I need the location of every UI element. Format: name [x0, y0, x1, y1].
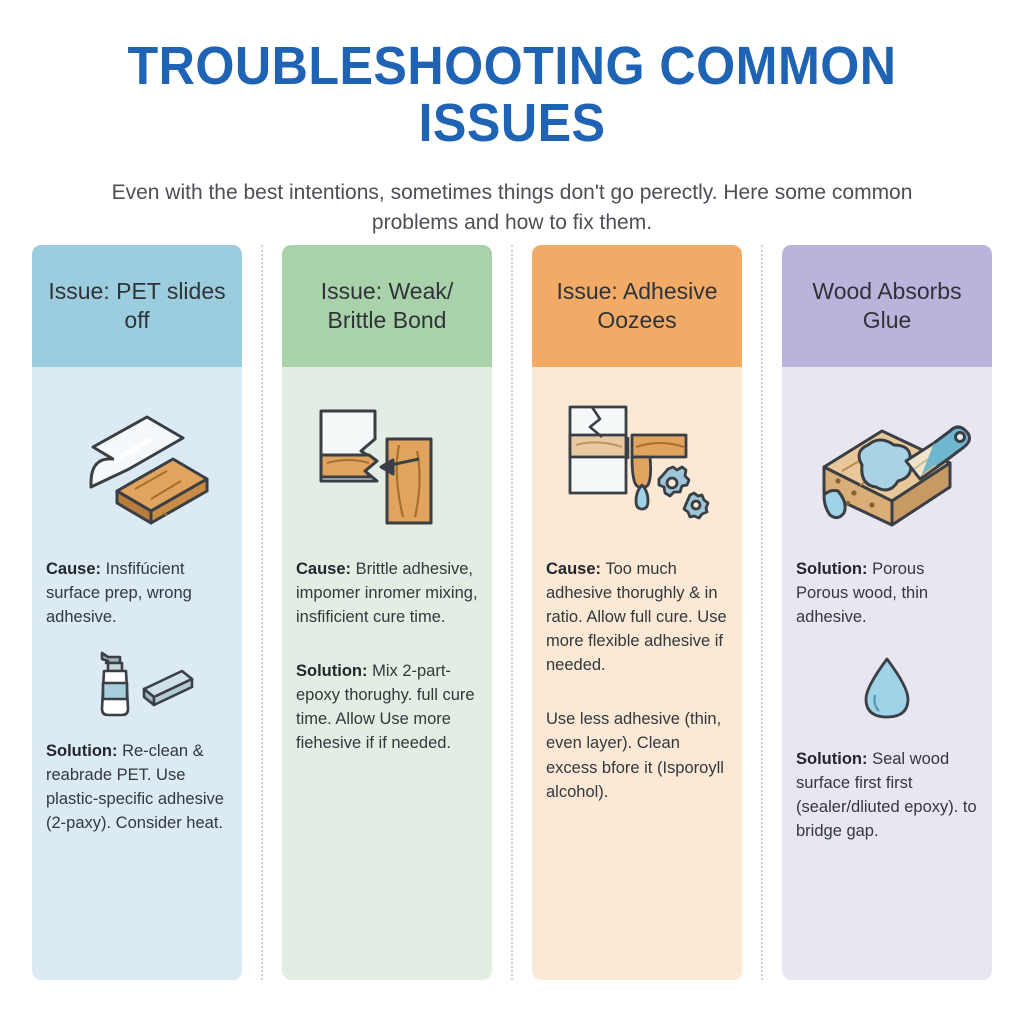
solution-text-block: [296, 659, 478, 755]
card-body: [532, 367, 742, 980]
solution-text-block: [796, 557, 978, 629]
cause-body: Insfifúcient surface prep, wrong adhesive.: [46, 560, 192, 627]
broken-bond-panel-and-wood-icon: [296, 367, 478, 557]
card-body: [782, 367, 992, 980]
cause-body: Too much adhesive thorughly & in ratio. Allow full cure. Use more flexible adhesive if needed.: [546, 560, 727, 675]
card-header-label: Issue: Weak/ Brittle Bond: [320, 277, 454, 333]
solution-label: Solution:: [796, 560, 868, 578]
issue-card-adhesive-oozes[interactable]: [532, 245, 742, 980]
solution-text-block: [46, 739, 228, 835]
issue-card-pet-slides-off[interactable]: [32, 245, 242, 980]
page-title: TROUBLESHOOTING COMMON ISSUES: [127, 36, 897, 154]
card-header: [782, 245, 992, 367]
spray-bottle-and-abrasive-block-icon: [46, 647, 228, 721]
cause-label: Cause:: [46, 560, 102, 578]
cause-text-block: [546, 557, 728, 677]
solution-label: Solution:: [296, 662, 368, 681]
card-header-label: Issue: Adhesive Oozees: [556, 277, 718, 333]
pet-sheet-peeling-off-wood-beam-icon: [46, 367, 228, 557]
cause-label: Cause:: [546, 560, 602, 578]
issue-cards-container: [0, 245, 1024, 980]
card-header-label: Issue: PET slides off: [48, 277, 226, 333]
page-header: [0, 0, 1024, 238]
solution-body: Mix 2-part-epoxy thorughy. full cure time. Allow Use more fiehesive if if needed.: [296, 662, 475, 753]
secondary-body: Use less adhesive (thin, even layer). Clean excess bfore it (Isporoyll alcohol).: [546, 710, 724, 801]
card-header: [532, 245, 742, 367]
solution-secondary-label: Solution:: [796, 750, 868, 769]
issue-card-wood-absorbs-glue[interactable]: [782, 245, 992, 980]
card-body: [32, 367, 242, 980]
cause-text-block: [46, 557, 228, 629]
solution-label: Solution:: [46, 742, 118, 761]
issue-card-weak-brittle-bond[interactable]: [282, 245, 492, 980]
brush-sealing-porous-wood-block-icon: [796, 367, 978, 557]
column-divider: [761, 245, 763, 980]
solution-body: Re-clean & reabrade PET. Use plastic-specific adhesive (2-paxy). Consider heat.: [46, 742, 224, 833]
water-droplet-icon: [796, 651, 978, 725]
column-divider: [511, 245, 513, 980]
cause-body: Brittle adhesive, impomer inromer mixing, insfificient cure time.: [296, 560, 478, 627]
card-header-label: Wood Absorbs Glue: [812, 277, 962, 333]
page-subtitle: Even with the best intentions, sometimes things don't go perectly. Here some common problems and how to fix them.: [111, 181, 913, 235]
column-divider: [261, 245, 263, 980]
cause-text-block: [296, 557, 478, 629]
cause-label: Cause:: [296, 560, 352, 578]
card-body: [282, 367, 492, 980]
adhesive-oozing-with-gears-icon: [546, 367, 728, 557]
solution-secondary-body: Seal wood surface first first (sealer/dliuted epoxy). to bridge gap.: [796, 750, 977, 841]
card-header: [32, 245, 242, 367]
solution-secondary-text-block: [796, 747, 978, 843]
secondary-text-block: [546, 707, 728, 803]
solution-body: Porous Porous wood, thin adhesive.: [796, 560, 929, 627]
card-header: [282, 245, 492, 367]
